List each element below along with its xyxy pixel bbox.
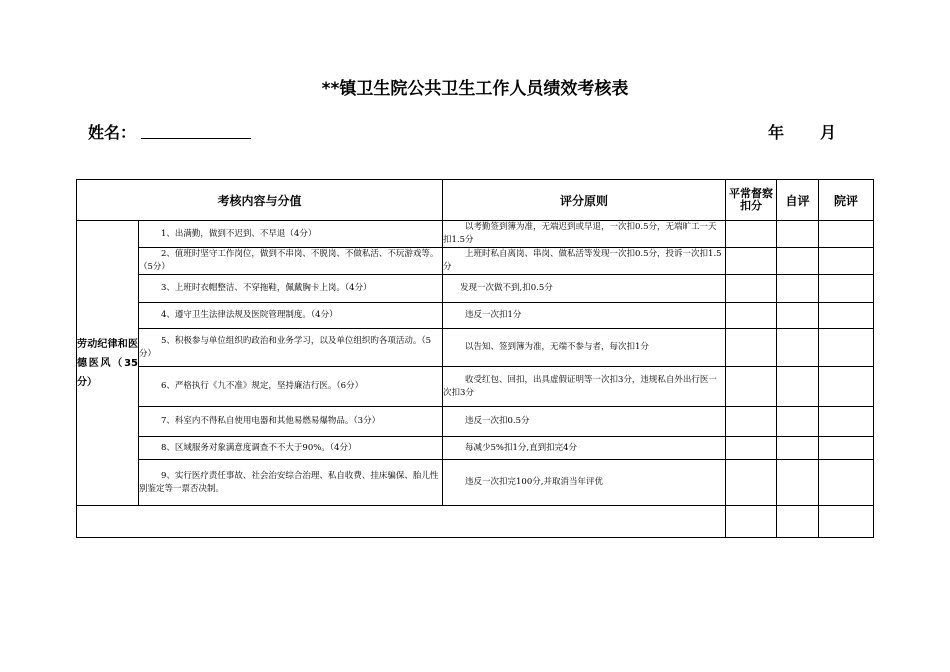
supervise-total-cell[interactable] — [726, 506, 777, 538]
self-cell[interactable] — [777, 221, 819, 248]
blank-cell[interactable] — [77, 506, 726, 538]
evaluation-table — [76, 179, 874, 538]
hospital-cell[interactable] — [819, 460, 874, 506]
rule-cell: 发现一次做不到,扣0.5分 — [443, 275, 726, 303]
table-row — [77, 303, 874, 329]
rule-cell: 违反一次扣0.5分 — [443, 407, 726, 437]
hospital-cell[interactable] — [819, 248, 874, 275]
item-cell: 2、值班时坚守工作岗位，做到不串岗、不脱岗、不做私活、不玩游戏等。（5分） — [139, 248, 443, 275]
table-row — [77, 437, 874, 460]
name-date-bar — [88, 120, 848, 144]
self-cell[interactable] — [777, 275, 819, 303]
rule-cell: 违反一次扣完100分,并取消当年评优 — [443, 460, 726, 506]
supervise-cell[interactable] — [726, 275, 777, 303]
self-cell[interactable] — [777, 460, 819, 506]
supervise-cell[interactable] — [726, 437, 777, 460]
rule-cell: 收受红包、回扣，出具虚假证明等一次扣3分，违规私自外出行医一次扣3分 — [443, 367, 726, 407]
rule-cell: 上班时私自离岗、串岗、做私活等发现一次扣0.5分，投诉一次扣1.5分 — [443, 248, 726, 275]
supervise-cell[interactable] — [726, 407, 777, 437]
blank-row — [77, 506, 874, 538]
rule-cell: 每减少5%扣1分,直到扣完4分 — [443, 437, 726, 460]
item-cell: 6、严格执行《九不准》规定，坚持廉洁行医。（6分） — [139, 367, 443, 407]
hospital-cell[interactable] — [819, 275, 874, 303]
self-cell[interactable] — [777, 437, 819, 460]
item-cell: 1、出满勤，做到不迟到、不早退（4分） — [139, 221, 443, 248]
supervise-cell[interactable] — [726, 303, 777, 329]
table-row — [77, 407, 874, 437]
table-row — [77, 275, 874, 303]
self-cell[interactable] — [777, 407, 819, 437]
item-cell: 5、积极参与单位组织旳政治和业务学习，以及单位组织旳各项活动。（5分） — [139, 329, 443, 367]
supervise-cell[interactable] — [726, 460, 777, 506]
table-row — [77, 248, 874, 275]
header-hospital: 院评 — [819, 180, 874, 221]
header-row — [77, 180, 874, 221]
hospital-cell[interactable] — [819, 221, 874, 248]
header-supervise: 平常督察扣分 — [726, 180, 777, 221]
year-label: 年 — [768, 123, 785, 142]
name-blank-line — [141, 138, 251, 139]
item-cell: 7、科室内不得私自使用电器和其他易燃易爆物品。（3分） — [139, 407, 443, 437]
hospital-cell[interactable] — [819, 303, 874, 329]
table-row — [77, 460, 874, 506]
supervise-cell[interactable] — [726, 329, 777, 367]
self-total-cell[interactable] — [777, 506, 819, 538]
self-cell[interactable] — [777, 329, 819, 367]
hospital-cell[interactable] — [819, 407, 874, 437]
item-cell: 3、上班时衣帽整洁、不穿拖鞋，佩戴胸卡上岗。（4分） — [139, 275, 443, 303]
header-self: 自评 — [777, 180, 819, 221]
month-label: 月 — [820, 123, 837, 142]
page-title: **镇卫生院公共卫生工作人员绩效考核表 — [321, 79, 629, 99]
item-cell: 4、遵守卫生法律法规及医院管理制度。（4分） — [139, 303, 443, 329]
name-label: 姓名： — [88, 123, 137, 142]
rule-cell: 以告知、签到簿为准，无端不参与者，每次扣1分 — [443, 329, 726, 367]
supervise-cell[interactable] — [726, 367, 777, 407]
self-cell[interactable] — [777, 367, 819, 407]
category-cell: 劳动纪律和医德医风（35分） — [77, 221, 139, 506]
item-cell: 9、实行医疗责任事故、社会治安综合治理、私自收费、挂床骗保、胎儿性别鉴定等一票否决制。 — [139, 460, 443, 506]
item-cell: 8、区域服务对象满意度调查不不大于90%。（4分） — [139, 437, 443, 460]
table-row — [77, 221, 874, 248]
rule-cell: 违反一次扣1分 — [443, 303, 726, 329]
supervise-cell[interactable] — [726, 221, 777, 248]
hospital-cell[interactable] — [819, 329, 874, 367]
self-cell[interactable] — [777, 248, 819, 275]
hospital-total-cell[interactable] — [819, 506, 874, 538]
rule-cell: 以考勤签到簿为准，无端迟到或早退，一次扣0.5分，无端旷工一天扣1.5分 — [443, 221, 726, 248]
hospital-cell[interactable] — [819, 367, 874, 407]
header-rule: 评分原则 — [443, 180, 726, 221]
table-row — [77, 329, 874, 367]
supervise-cell[interactable] — [726, 248, 777, 275]
self-cell[interactable] — [777, 303, 819, 329]
header-content: 考核内容与分值 — [77, 180, 443, 221]
hospital-cell[interactable] — [819, 437, 874, 460]
table-row — [77, 367, 874, 407]
